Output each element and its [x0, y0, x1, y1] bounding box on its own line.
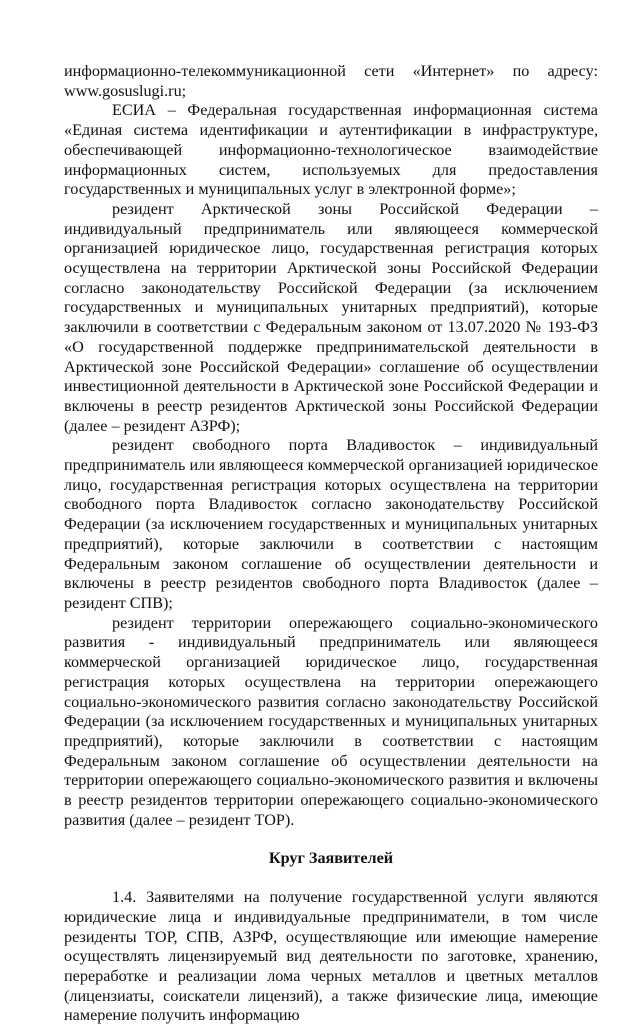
paragraph-tor-resident-definition: резидент территории опережающего социально-экономического развития - индивидуальный предприниматель или являющееся коммерческой организацией юридическое лицо, государственная регистрация которых осуществлена на территории опережающего социально-экономического развития согласно законодательству Российской Федерации (за исключением государственных и муниципальных унитарных предприятий), которые заключили в соответствии с настоящим Федеральным законом соглашение об осуществлении деятельности на территории опережающего социально-экономического развития и включены в реестр резидентов территории опережающего социально-экономического развития (далее – резидент ТОР).: [64, 613, 598, 829]
paragraph-applicants: 1.4. Заявителями на получение государственной услуги являются юридические лица и индивидуальные предприниматели, в том числе резиденты ТОР, СПВ, АЗРФ, осуществляющие или имеющие намерение осуществлять лицензируемый вид деятельности по заготовке, хранению, переработке и реализации лома черных металлов и цветных металлов (лицензиаты, соискатели лицензий), а также физические лица, имеющие намерение получить информацию: [64, 888, 598, 1025]
paragraph-spv-resident-definition: резидент свободного порта Владивосток – индивидуальный предприниматель или являющееся коммерческой организацией юридическое лицо, государственная регистрация которых осуществлена на территории свободного порта Владивосток согласно законодательству Российской Федерации (за исключением государственных и муниципальных унитарных предприятий), которые заключили в соответствии с настоящим Федеральным законом соглашение об осуществлении деятельности и включены в реестр резидентов свободного порта Владивосток (далее – резидент СПВ);: [64, 436, 598, 612]
paragraph-azrf-resident-definition: резидент Арктической зоны Российской Федерации – индивидуальный предприниматель или являющееся коммерческой организацией юридическое лицо, государственная регистрация которых осуществлена на территории Арктической зоны Российской Федерации согласно законодательству Российской Федерации (за исключением государственных и муниципальных унитарных предприятий), которые заключили в соответствии с Федеральным законом от 13.07.2020 № 193-ФЗ «О государственной поддержке предпринимательской деятельности в Арктической зоне Российской Федерации» соглашение об осуществлении инвестиционной деятельности в Арктической зоне Российской Федерации и включены в реестр резидентов Арктической зоны Российской Федерации (далее – резидент АЗРФ);: [64, 199, 598, 435]
paragraph-esia-definition: ЕСИА – Федеральная государственная информационная система «Единая система идентификации и аутентификации в инфраструктуре, обеспечивающей информационно-технологическое взаимодействие информационных систем, используемых для предоставления государственных и муниципальных услуг в электронной форме»;: [64, 101, 598, 199]
section-heading: Круг Заявителей: [268, 849, 394, 868]
paragraph-internet-address: информационно-телекоммуникационной сети «Интернет» по адресу: www.gosuslugi.ru;: [64, 62, 598, 100]
document-page: [64, 62, 598, 1026]
